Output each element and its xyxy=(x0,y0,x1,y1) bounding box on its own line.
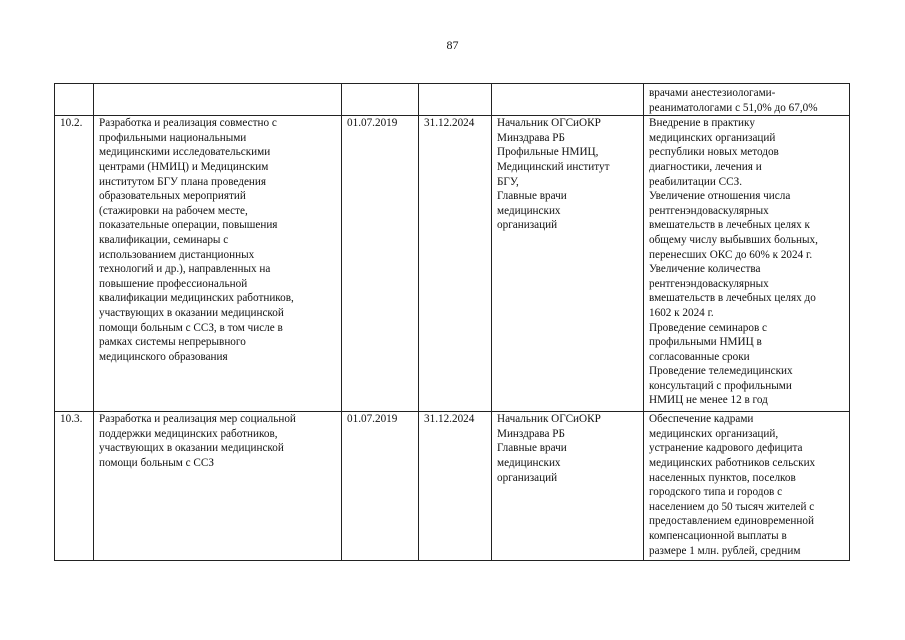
measure-line: участвующих в оказании медицинской xyxy=(99,442,284,455)
result-line: консультаций с профильными xyxy=(649,379,792,392)
measure-line: повышение профессиональной xyxy=(99,277,248,290)
table-row xyxy=(55,116,850,412)
result-line: Увеличение количества xyxy=(649,263,761,276)
responsible-line: организаций xyxy=(497,219,558,232)
result-line: реабилитации ССЗ. xyxy=(649,175,742,188)
result-line: реаниматологами с 51,0% до 67,0% xyxy=(649,101,818,114)
measure-line: медицинскими исследовательскими xyxy=(99,146,271,159)
responsible-line: БГУ, xyxy=(497,175,519,188)
measure-line: профильными национальными xyxy=(99,131,247,144)
table-body xyxy=(55,84,850,561)
responsible-line: Медицинский институт xyxy=(497,160,610,173)
responsible-line: Минздрава РБ xyxy=(497,427,565,440)
result-line: Проведение телемедицинских xyxy=(649,365,793,378)
cell-start-date xyxy=(342,116,419,412)
cell-responsible xyxy=(492,116,644,412)
cell-end-date xyxy=(419,412,492,561)
cell-number xyxy=(55,116,94,412)
measure-line: помощи больным с ССЗ, в том числе в xyxy=(99,321,283,334)
result-line: НМИЦ не менее 12 в год xyxy=(649,394,768,407)
result-line: вмешательств в лечебных целях к xyxy=(649,219,810,232)
measure-line: квалификации, семинары с xyxy=(99,233,229,246)
measure-line: Разработка и реализация мер социальной xyxy=(99,413,296,426)
result-line: устранение кадрового дефицита xyxy=(649,442,803,455)
measure-line: использованием дистанционных xyxy=(99,248,255,261)
measure-line: квалификации медицинских работников, xyxy=(99,292,294,305)
measure-line: образовательных мероприятий xyxy=(99,190,246,203)
measures-table xyxy=(54,83,850,561)
cell-start-date xyxy=(342,412,419,561)
measure-line: поддержки медицинских работников, xyxy=(99,427,278,440)
responsible-line: Начальник ОГСиОКР xyxy=(497,117,601,130)
measure-line: медицинского образования xyxy=(99,350,228,363)
measure-line: технологий и др.), направленных на xyxy=(99,263,271,276)
result-line: вмешательств в лечебных целях до xyxy=(649,292,816,305)
result-line: Внедрение в практику xyxy=(649,117,755,130)
measure-line: помощи больным с ССЗ xyxy=(99,456,214,469)
result-line: размере 1 млн. рублей, средним xyxy=(649,544,801,557)
cell-number xyxy=(55,412,94,561)
measure-line: (стажировки на рабочем месте, xyxy=(99,204,248,217)
cell-end-date xyxy=(419,116,492,412)
responsible-line: медицинских xyxy=(497,456,561,469)
responsible-line: Начальник ОГСиОКР xyxy=(497,413,601,426)
table-row xyxy=(55,84,850,116)
cell-result xyxy=(644,412,850,561)
measure-line: участвующих в оказании медицинской xyxy=(99,306,284,319)
result-line: медицинских работников сельских xyxy=(649,456,816,469)
responsible-line: Главные врачи xyxy=(497,442,567,455)
cell-measure xyxy=(94,84,342,116)
cell-end-date xyxy=(419,84,492,116)
start-date: 01.07.2019 xyxy=(347,413,398,426)
result-line: рентгенэндоваскулярных xyxy=(649,204,769,217)
result-line: согласованные сроки xyxy=(649,350,750,363)
result-line: предоставлением единовременной xyxy=(649,515,814,528)
result-line: 1602 к 2024 г. xyxy=(649,306,714,319)
result-line: перенесших ОКС до 60% к 2024 г. xyxy=(649,248,813,261)
result-line: медицинских организаций, xyxy=(649,427,779,440)
cell-measure xyxy=(94,412,342,561)
cell-result xyxy=(644,116,850,412)
responsible-line: Главные врачи xyxy=(497,190,567,203)
cell-result xyxy=(644,84,850,116)
result-line: рентгенэндоваскулярных xyxy=(649,277,769,290)
result-line: республики новых методов xyxy=(649,146,779,159)
result-line: Обеспечение кадрами xyxy=(649,413,754,426)
measure-line: рамках системы непрерывного xyxy=(99,336,246,349)
measure-line: показательные операции, повышения xyxy=(99,219,278,232)
end-date: 31.12.2024 xyxy=(424,117,475,130)
measure-line: Разработка и реализация совместно с xyxy=(99,117,277,130)
cell-measure xyxy=(94,116,342,412)
cell-responsible xyxy=(492,84,644,116)
result-line: Проведение семинаров с xyxy=(649,321,768,334)
result-line: медицинских организаций xyxy=(649,131,776,144)
result-line: профильными НМИЦ в xyxy=(649,336,762,349)
page-number: 87 xyxy=(446,38,459,52)
cell-number xyxy=(55,84,94,116)
result-line: городского типа и городов с xyxy=(649,486,783,499)
responsible-line: медицинских xyxy=(497,204,561,217)
result-line: населенных пунктов, поселков xyxy=(649,471,796,484)
measure-line: институтом БГУ плана проведения xyxy=(99,175,267,188)
responsible-line: Профильные НМИЦ, xyxy=(497,146,599,159)
result-line: Увеличение отношения числа xyxy=(649,190,791,203)
start-date: 01.07.2019 xyxy=(347,117,398,130)
responsible-line: Минздрава РБ xyxy=(497,131,565,144)
table-row xyxy=(55,412,850,561)
result-line: населением до 50 тысяч жителей с xyxy=(649,500,815,513)
result-line: общему числу выбывших больных, xyxy=(649,233,818,246)
cell-responsible xyxy=(492,412,644,561)
result-line: диагностики, лечения и xyxy=(649,160,762,173)
result-line: врачами анестезиологами- xyxy=(649,87,776,99)
cell-start-date xyxy=(342,84,419,116)
measure-line: центрами (НМИЦ) и Медицинским xyxy=(99,160,269,173)
result-line: компенсационной выплаты в xyxy=(649,529,787,542)
end-date: 31.12.2024 xyxy=(424,413,475,426)
row-number: 10.3. xyxy=(60,413,83,426)
responsible-line: организаций xyxy=(497,471,558,484)
row-number: 10.2. xyxy=(60,117,83,130)
